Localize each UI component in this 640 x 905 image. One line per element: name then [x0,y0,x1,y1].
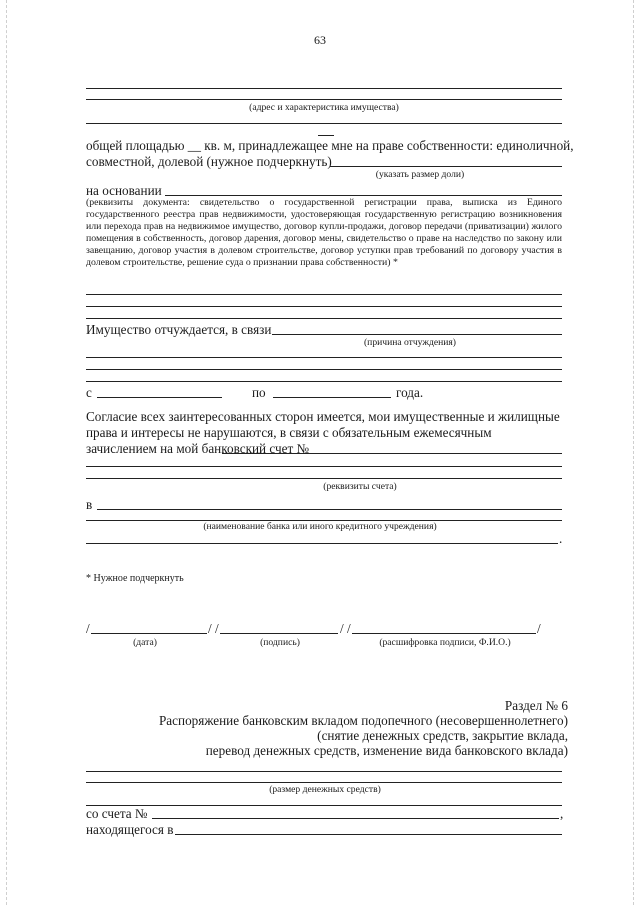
alienation-reason-field[interactable] [272,334,562,335]
basis-note: (реквизиты документа: свидетельство о государственной регистрации права, выписка из Единого государственного реестра прав недвижимости, удостоверяющая государственную регистрацию возникновения или перехода прав на недвижимое имущество, договор купли-продажи, договор передачи (приватизации) жилого помещения в собственность, договор дарения, договор мены, свидетельство о праве на наследство по закону или завещанию, договор участия в долевом строительстве, договор уступки прав требований по договору участия в долевом строительстве, решение суда о признании права собственности) * [86,197,562,268]
right-page-edge [633,0,634,905]
amount-line-2[interactable] [86,782,562,783]
sig-slash-4: / [537,621,541,636]
reason-line-2[interactable] [86,369,562,370]
sig-slash-2: / / [208,621,219,636]
account-comma: , [560,806,564,821]
page-number: 63 [314,33,326,47]
reason-caption: (причина отчуждения) [363,337,456,348]
located-field[interactable] [175,834,562,835]
signature-field[interactable] [220,633,338,634]
sig-slash-3: / / [340,621,351,636]
alienation-label: Имущество отчуждается, в связи [86,322,272,337]
bank-end-dot: . [559,531,563,546]
account-caption: (реквизиты счета) [323,481,397,492]
amount-caption: (размер денежных средств) [269,784,381,795]
area-blank-mark [318,135,334,136]
source-account-field[interactable] [152,818,559,819]
section6-title-1: Распоряжение банковским вкладом подопечного (несовершеннолетнего) [158,713,568,728]
address-line-2[interactable] [86,99,562,100]
bank-caption: (наименование банка или иного кредитного учреждения) [203,521,437,532]
footnote: * Нужное подчеркнуть [86,573,184,584]
from-label: с [86,385,92,400]
basis-label: на основании [86,183,162,198]
basis-line-1[interactable] [86,294,562,295]
left-page-edge [6,0,7,905]
located-label: находящегося в [86,822,174,837]
reason-line-1[interactable] [86,357,562,358]
name-caption: (расшифровка подписи, Ф.И.О.) [379,637,511,648]
from-date-field[interactable] [97,397,222,398]
basis-line-2[interactable] [86,306,562,307]
basis-line-3[interactable] [86,318,562,319]
area-line-1: общей площадью __ кв. м, принадлежащее мне на праве собственности: единоличной, [86,138,574,153]
section6-title-2: (снятие денежных средств, закрытие вклада, [317,728,568,743]
account-line-2[interactable] [86,478,562,479]
address-line-1[interactable] [86,88,562,89]
share-size-field[interactable] [330,166,562,167]
section6-title-3: перевод денежных средств, изменение вида банковского вклада) [205,743,568,758]
reason-line-3[interactable] [86,381,562,382]
amount-line-3[interactable] [86,805,562,806]
date-caption: (дата) [133,637,157,648]
area-line-2: совместной, долевой (нужное подчеркнуть) [86,154,332,169]
date-field[interactable] [91,633,207,634]
address-line-3[interactable] [86,123,562,124]
address-caption: (адрес и характеристика имущества) [249,102,399,113]
year-label: года. [396,385,424,400]
consent-text: Согласие всех заинтересованных сторон имеется, мои имущественные и жилищные права и интересы не нарушаются, в связи с обязательным ежемесячным зачислением на мой банковский счет № [86,409,560,456]
bank-line-2[interactable] [86,543,558,544]
name-field[interactable] [352,633,536,634]
sig-slash-1: / [86,621,90,636]
sign-caption: (подпись) [260,637,300,648]
basis-field[interactable] [165,195,562,196]
account-label: со счета № [86,806,148,821]
to-date-field[interactable] [273,397,391,398]
in-label: в [86,497,93,512]
bank-field[interactable] [97,509,562,510]
account-number-field[interactable] [222,453,562,454]
section6-label: Раздел № 6 [504,698,568,713]
amount-line-1[interactable] [86,771,562,772]
to-label: по [252,385,266,400]
account-line-1[interactable] [86,466,562,467]
share-caption: (указать размер доли) [375,169,465,180]
